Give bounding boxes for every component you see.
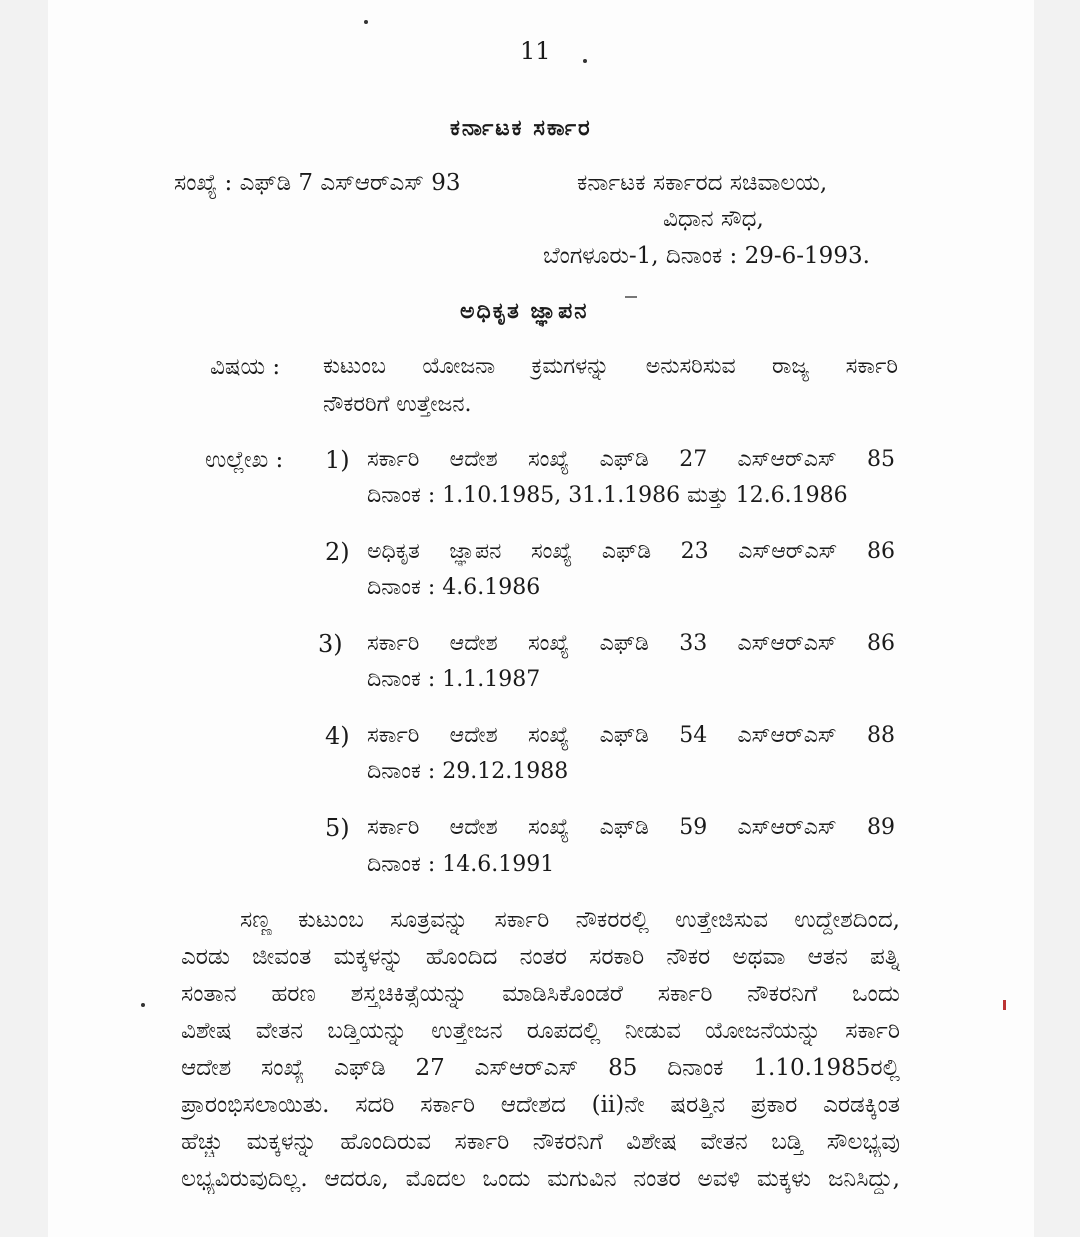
- subject-line-2: ನೌಕರರಿಗೆ ಉತ್ತೇಜನ.: [323, 392, 472, 417]
- order-number: ಸಂಖ್ಯೆ : ಎಫ್‌ಡಿ 7 ಎಸ್‌ಆರ್‌ಎಸ್ 93: [174, 170, 461, 196]
- subject-label: ವಿಷಯ :: [210, 354, 281, 380]
- office-line-1: ಕರ್ನಾಟಕ ಸರ್ಕಾರದ ಸಚಿವಾಲಯ,: [577, 170, 828, 196]
- scan-speck: [583, 59, 587, 63]
- reference-line-2: ದಿನಾಂಕ : 1.1.1987: [367, 667, 541, 692]
- body-line: ಸಣ್ಣ ಕುಟುಂಬ ಸೂತ್ರವನ್ನು ಸರ್ಕಾರಿ ನೌಕರರಲ್ಲಿ ಉತ್ತೇಜಿಸುವ ಉದ್ದೇಶದಿಂದ,: [240, 907, 900, 933]
- body-line: ಆದೇಶ ಸಂಖ್ಯೆ ಎಫ್‌ಡಿ 27 ಎಸ್‌ಆರ್‌ಎಸ್ 85 ದಿನಾಂಕ 1.10.1985ರಲ್ಲಿ: [181, 1055, 900, 1081]
- body-line: ಸಂತಾನ ಹರಣ ಶಸ್ತ್ರಚಿಕಿತ್ಸೆಯನ್ನು ಮಾಡಿಸಿಕೊಂಡರೆ ಸರ್ಕಾರಿ ನೌಕರನಿಗೆ ಒಂದು: [181, 981, 900, 1007]
- body-line: ಪ್ರಾರಂಭಿಸಲಾಯಿತು. ಸದರಿ ಸರ್ಕಾರಿ ಆದೇಶದ (ii)ನೇ ಷರತ್ತಿನ ಪ್ರಕಾರ ಎರಡಕ್ಕಿಂತ: [181, 1092, 900, 1118]
- reference-line-2: ದಿನಾಂಕ : 4.6.1986: [367, 575, 541, 600]
- reference-line-1: ಸರ್ಕಾರಿ ಆದೇಶ ಸಂಖ್ಯೆ ಎಫ್‌ಡಿ 59 ಎಸ್‌ಆರ್‌ಎಸ್ 89: [367, 815, 895, 840]
- references-label: ಉಲ್ಲೇಖ :: [205, 447, 284, 473]
- scan-mark: [1003, 1000, 1006, 1010]
- reference-line-2: ದಿನಾಂಕ : 1.10.1985, 31.1.1986 ಮತ್ತು 12.6.1986: [367, 483, 848, 508]
- subject-line-1: ಕುಟುಂಬ ಯೋಜನಾ ಕ್ರಮಗಳನ್ನು ಅನುಸರಿಸುವ ರಾಜ್ಯ ಸರ್ಕಾರಿ: [323, 354, 898, 379]
- reference-number: 2): [325, 538, 350, 566]
- government-title: ಕರ್ನಾಟಕ ಸರ್ಕಾರ: [450, 115, 592, 141]
- scan-speck: [141, 1003, 145, 1007]
- scan-right-margin: [1034, 0, 1080, 1237]
- reference-line-1: ಸರ್ಕಾರಿ ಆದೇಶ ಸಂಖ್ಯೆ ಎಫ್‌ಡಿ 54 ಎಸ್‌ಆರ್‌ಎಸ್ 88: [367, 723, 895, 748]
- reference-line-2: ದಿನಾಂಕ : 29.12.1988: [367, 759, 569, 784]
- body-line: ಹೆಚ್ಚು ಮಕ್ಕಳನ್ನು ಹೊಂದಿರುವ ಸರ್ಕಾರಿ ನೌಕರನಿಗೆ ವಿಶೇಷ ವೇತನ ಬಡ್ತಿ ಸೌಲಭ್ಯವು: [181, 1129, 900, 1155]
- office-line-2: ವಿಧಾನ ಸೌಧ,: [663, 206, 764, 232]
- scan-speck: [364, 20, 368, 24]
- reference-line-1: ಅಧಿಕೃತ ಜ್ಞಾಪನ ಸಂಖ್ಯೆ ಎಫ್‌ಡಿ 23 ಎಸ್‌ಆರ್‌ಎಸ್ 86: [367, 539, 895, 564]
- reference-line-1: ಸರ್ಕಾರಿ ಆದೇಶ ಸಂಖ್ಯೆ ಎಫ್‌ಡಿ 27 ಎಸ್‌ಆರ್‌ಎಸ್ 85: [367, 447, 895, 472]
- page-number: 11: [520, 37, 551, 65]
- body-line: ವಿಶೇಷ ವೇತನ ಬಡ್ತಿಯನ್ನು ಉತ್ತೇಜನ ರೂಪದಲ್ಲಿ ನೀಡುವ ಯೋಜನೆಯನ್ನು ಸರ್ಕಾರಿ: [181, 1018, 900, 1044]
- reference-number: 3): [318, 630, 343, 658]
- reference-line-1: ಸರ್ಕಾರಿ ಆದೇಶ ಸಂಖ್ಯೆ ಎಫ್‌ಡಿ 33 ಎಸ್‌ಆರ್‌ಎಸ್ 86: [367, 631, 895, 656]
- office-line-3: ಬೆಂಗಳೂರು-1, ದಿನಾಂಕ : 29-6-1993.: [543, 243, 870, 269]
- reference-number: 4): [325, 722, 350, 750]
- reference-number: 1): [325, 446, 350, 474]
- memo-title: ಅಧಿಕೃತ ಜ್ಞಾಪನ: [460, 298, 589, 324]
- scan-left-margin: [0, 0, 48, 1237]
- reference-number: 5): [325, 814, 350, 842]
- body-line: ಲಭ್ಯವಿರುವುದಿಲ್ಲ. ಆದರೂ, ಮೊದಲ ಒಂದು ಮಗುವಿನ ನಂತರ ಅವಳಿ ಮಕ್ಕಳು ಜನಿಸಿದ್ದು,: [181, 1166, 900, 1192]
- scan-mark: [625, 296, 637, 298]
- reference-line-2: ದಿನಾಂಕ : 14.6.1991: [367, 852, 555, 877]
- body-line: ಎರಡು ಜೀವಂತ ಮಕ್ಕಳನ್ನು ಹೊಂದಿದ ನಂತರ ಸರಕಾರಿ ನೌಕರ ಅಥವಾ ಆತನ ಪತ್ನಿ: [181, 944, 900, 970]
